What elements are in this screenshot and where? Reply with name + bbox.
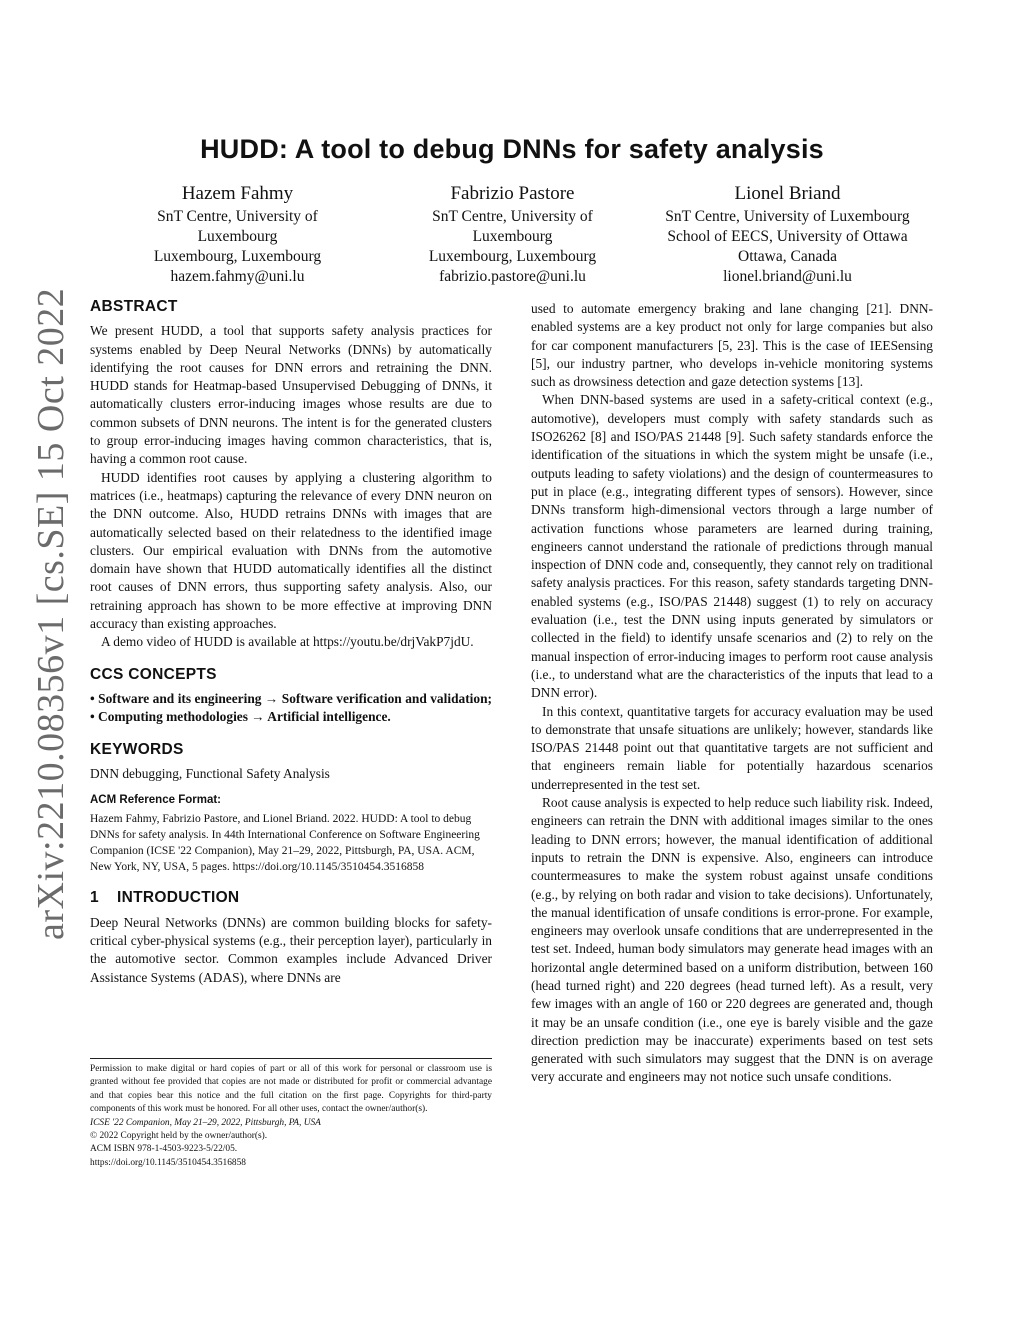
acm-reference-text: Hazem Fahmy, Fabrizio Pastore, and Lionel Briand. 2022. HUDD: A tool to debug DNNs for safety analysis. In 44th International Conference on Software Engineering Companion (ICSE '22 Companion), May 21–29, 2022, Pittsburgh, PA, USA. ACM, New York, NY, USA, 5 pages. https://doi.org/10.1145/3510454.3516858 — [90, 813, 480, 874]
author-name: Lionel Briand — [734, 183, 841, 204]
author-affiliation: Luxembourg — [197, 228, 278, 245]
introduction-paragraph: Deep Neural Networks (DNNs) are common building blocks for safety-critical cyber-physical systems (e.g., their perception layer), particularly in the automotive sector. Common examples include Advanced Driver Assistance Systems (ADAS), where DNNs are — [90, 914, 492, 985]
footnote — [90, 1063, 492, 1170]
left-column — [90, 298, 492, 987]
footnote-divider — [90, 1058, 492, 1059]
keywords-heading: KEYWORDS — [90, 740, 184, 758]
section-number: 1 — [90, 889, 99, 907]
keywords-text: DNN debugging, Functional Safety Analysis — [90, 765, 330, 781]
author-affiliation: SnT Centre, University of Luxembourg — [665, 208, 910, 225]
author-email[interactable]: lionel.briand@uni.lu — [723, 268, 852, 285]
author-affiliation: School of EECS, University of Ottawa — [667, 228, 908, 245]
arxiv-identifier: arXiv:2210.08356v1 [cs.SE] 15 Oct 2022 — [30, 287, 72, 940]
author-email[interactable]: fabrizio.pastore@uni.lu — [439, 268, 586, 285]
isbn-line: ACM ISBN 978-1-4503-9223-5/22/05. — [90, 1144, 238, 1155]
author-location: Ottawa, Canada — [738, 248, 837, 265]
permission-notice: Permission to make digital or hard copies of part or all of this work for personal or classroom use is granted without fee provided that copies are not made or distributed for profit or commercial advantage and that copies bear this notice and the full citation on the first page. Copyrights for third-party components of this work must be honored. For all other uses, contact the owner/author(s). — [90, 1064, 492, 1115]
author-affiliation: Luxembourg — [472, 228, 553, 245]
author-name: Hazem Fahmy — [181, 183, 294, 204]
body-paragraph: When DNN-based systems are used in a safety-critical context (e.g., automotive), developers must comply with safety standards such as ISO26262 [8] and ISO/PAS 21448 [9]. Such safety standards enforce the identification of the situations in which the system might be unsafe (i.e., outputs leading to safety violations) and the design of countermeasures to put in place (e.g., integrating different types of sensors). However, since DNNs transform high-dimensional vectors through a large number of activation functions whose parameters are learned during training, engineers cannot understand the rationale of predictions through manual inspection of DNN code and, consequently, they cannot rely on traditional safety analysis practices. For this reason, safety standards targeting DNN-enabled systems (e.g., ISO/PAS 21448) suggest (1) to rely on accuracy evaluation (i.e., test the DNN using inputs generated by simulators or collected in the field) to identify unsafe scenarios and (2) to rely on the manual inspection of error-inducing images to perform root cause analysis (i.e., to understand what are the characteristics of the inputs that lead to a DNN error). — [531, 392, 933, 701]
author-location: Luxembourg, Luxembourg — [428, 248, 597, 265]
author-block — [405, 182, 620, 287]
ccs-concepts: • Software and its engineering → Software verification and validation; • Computing methodologies → Artificial intelligence. — [90, 690, 492, 725]
abstract-paragraph: HUDD identifies root causes by applying a clustering algorithm to matrices (i.e., heatmaps) capturing the relevance of every DNN neuron on the DNN outcome. Also, HUDD retrains DNNs with images that are automatically selected based on their relatedness to the identified image clusters. Our empirical evaluation with DNNs from the automotive domain have shown that HUDD automatically identifies all the distinct root causes of DNN errors, thus supporting safety analysis. Also, our retraining approach has shown to be more effective at improving DNN accuracy than existing approaches. — [90, 469, 492, 632]
venue-line: ICSE '22 Companion, May 21–29, 2022, Pittsburgh, PA, USA — [90, 1117, 321, 1128]
copyright-line: © 2022 Copyright held by the owner/author(s). — [90, 1131, 268, 1142]
body-paragraph: used to automate emergency braking and lane changing [21]. DNN-enabled systems are a key product not only for large companies but also for car component manufacturers [5, 23]. This is the case of IEESensing [5], our industry partner, who develops in-vehicle monitoring systems such as drowsiness detection and gaze detection systems [13]. — [531, 301, 933, 390]
section-title: INTRODUCTION — [117, 889, 240, 907]
right-column — [531, 300, 933, 1087]
author-location: Luxembourg, Luxembourg — [153, 248, 322, 265]
author-name: Fabrizio Pastore — [450, 183, 575, 204]
author-block — [650, 182, 925, 287]
paper-title: HUDD: A tool to debug DNNs for safety analysis — [200, 134, 824, 164]
abstract-demo-link[interactable]: A demo video of HUDD is available at https://youtu.be/drjVakP7jdU. — [101, 634, 474, 650]
body-paragraph: In this context, quantitative targets for accuracy evaluation may be used to demonstrate that unsafe situations are unlikely; however, standards like ISO/PAS 21448 point out that quantitative targets are not sufficient and that engineers remain liable for potentially hazardous scenarios underrepresented in the test set. — [531, 703, 933, 792]
author-email[interactable]: hazem.fahmy@uni.lu — [170, 268, 305, 285]
doi-link[interactable]: https://doi.org/10.1145/3510454.3516858 — [90, 1157, 246, 1168]
abstract-paragraph: We present HUDD, a tool that supports safety analysis practices for systems enabled by Deep Neural Networks (DNNs) by automatically identifying the root causes for DNN errors and retraining the DNN. HUDD stands for Heatmap-based Unsupervised Debugging of DNNs, it automatically clusters error-inducing images whose results are due to common subsets of DNN neurons. The intent is for the generated clusters to group error-inducing images having common characteristics, that is, having a common root cause. — [90, 323, 492, 467]
body-paragraph: Root cause analysis is expected to help reduce such liability risk. Indeed, engineers can retrain the DNN with additional images similar to the ones leading to DNN errors; however, the manual identification of additional inputs to retrain the DNN is expensive. Also, engineers can introduce countermeasures to make the system robust against unsafe conditions (e.g., by relying on both radar and vision to take decisions). Unfortunately, the manual identification of unsafe conditions is error-prone. For example, engineers may overlook unsafe conditions that are underrepresented in the test set. Indeed, human body simulators may generate head images with an horizontal angle determined based on a uniform distribution, between 160 (head turned right) and 220 degrees (head turned left). As a result, very few images with an angle of 160 or 220 degrees are generated and, though it may be an unsafe condition (i.e., one eye is barely visible and the gaze direction prediction may be inaccurate) experiments based on test sets generated with such simulators may suggest that the DNN is on average very accurate and engineers may not notice such unsafe conditions. — [531, 795, 933, 1085]
author-affiliation: SnT Centre, University of — [432, 208, 593, 225]
author-block — [130, 182, 345, 287]
author-affiliation: SnT Centre, University of — [157, 208, 318, 225]
ccs-heading: CCS CONCEPTS — [90, 665, 217, 683]
acm-reference-heading: ACM Reference Format: — [90, 794, 221, 807]
abstract-heading: ABSTRACT — [90, 298, 178, 315]
introduction-heading — [90, 889, 492, 907]
